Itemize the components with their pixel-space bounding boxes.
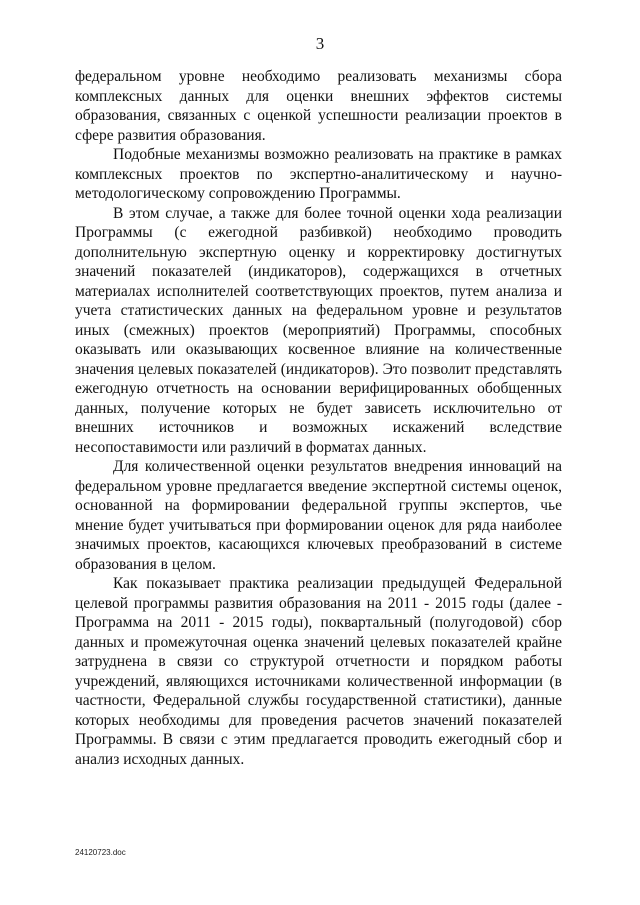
document-body (75, 67, 562, 769)
paragraph-2: Подобные механизмы возможно реализовать на практике в рамках комплексных проектов по экспертно-аналитическому и научно-методологическому сопровождению Программы. (75, 146, 562, 202)
page-number: 3 (315, 34, 325, 53)
paragraph-3: В этом случае, а также для более точной оценки хода реализации Программы (с ежегодной разбивкой) необходимо проводить дополнительную экспертную оценку и корректировку достигнутых значений показателей (индикаторов), содержащихся в отчетных материалах исполнителей соответствующих проектов, путем анализа и учета статистических данных на федеральном уровне и результатов иных (смежных) проектов (мероприятий) Программы, способных оказывать или оказывающих косвенное влияние на количественные значения целевых показателей (индикаторов). Это позволит представлять ежегодную отчетность на основании верифицированных обобщенных данных, получение которых не будет зависеть исключительно от внешних источников и возможных искажений вследствие несопоставимости или различий в форматах данных. (75, 204, 562, 456)
footer-filename: 24120723.doc (75, 848, 126, 857)
paragraph-4: Для количественной оценки результатов внедрения инноваций на федеральном уровне предлагается введение экспертной системы оценок, основанной на формировании федеральной группы экспертов, чье мнение будет учитываться при формировании оценок для ряда наиболее значимых проектов, касающихся ключевых преобразований в системе образования в целом. (75, 458, 562, 573)
paragraph-5: Как показывает практика реализации предыдущей Федеральной целевой программы развития образования на 2011 - 2015 годы (далее - Программа на 2011 - 2015 годы), поквартальный (полугодовой) сбор данных и промежуточная оценка значений целевых показателей крайне затруднена в связи со структурой отчетности и порядком работы учреждений, являющихся источниками количественной информации (в частности, Федеральной службы государственной статистики), данные которых необходимы для проведения расчетов значений показателей Программы. В связи с этим предлагается проводить ежегодный сбор и анализ исходных данных. (75, 575, 562, 768)
paragraph-1: федеральном уровне необходимо реализовать механизмы сбора комплексных данных для оценки внешних эффектов системы образования, связанных с оценкой успешности реализации проектов в сфере развития образования. (75, 68, 562, 144)
